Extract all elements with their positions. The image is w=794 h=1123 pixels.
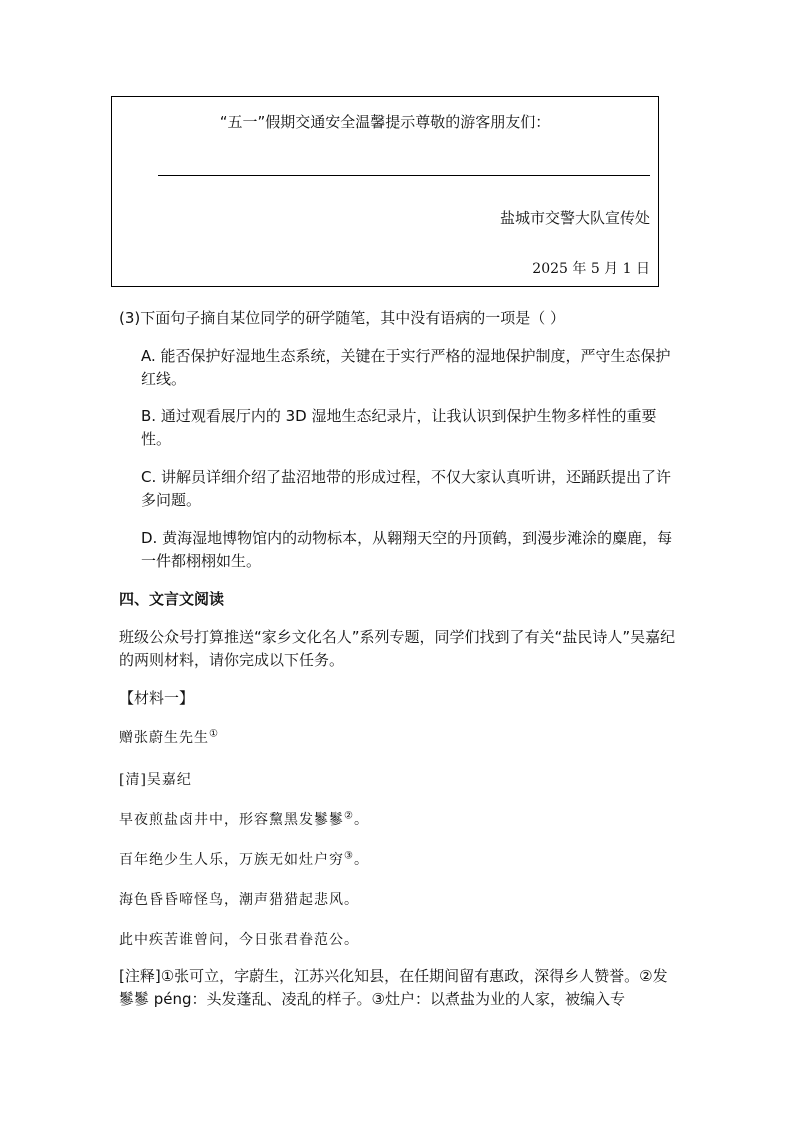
option-c: C. 讲解员详细介绍了盐沼地带的形成过程，不仅大家认真听讲，还踊跃提出了许多问题。: [141, 468, 672, 509]
poem-line: [119, 809, 679, 829]
option-a: A. 能否保护好湿地生态系统，关键在于实行严格的湿地保护制度，严守生态保护红线。: [141, 347, 671, 388]
notice-signature: 盐城市交警大队宣传处: [499, 209, 650, 227]
option-b: B. 通过观看展厅内的 3D 湿地生态纪录片，让我认识到保护生物多样性的重要性。: [141, 407, 657, 448]
note-marker: ①: [209, 728, 219, 740]
poem-author: [清]吴嘉纪: [119, 772, 192, 788]
note-marker: ②: [344, 810, 354, 822]
section-intro: 班级公众号打算推送“家乡文化名人”系列专题，同学们找到了有关“盐民诗人”吴嘉纪的两则材料，请你完成以下任务。: [119, 628, 676, 669]
poem-title-text: 赠张蔚生先生: [119, 730, 209, 746]
poem-line-end: 。: [353, 812, 369, 828]
notice-title: “五一”假期交通安全温馨提示尊敬的游客朋友们：: [219, 113, 551, 131]
notice-box: [111, 96, 659, 287]
notice-date: 2025 年 5 月 1 日: [532, 261, 650, 277]
annotation: [注释]①张可立，字蔚生，江苏兴化知县，在任期间留有惠政，深得乡人赞誉。②发鬖鬖 péng：头发蓬乱、凌乱的样子。③灶户：以煮盐为业的人家，被编入专: [119, 967, 668, 1008]
answer-line: [158, 175, 650, 176]
poem-line-text: 百年绝少生人乐，万族无如灶户穷: [119, 852, 344, 868]
material-label: 【材料一】: [119, 689, 195, 707]
poem-line: [119, 849, 679, 869]
poem-line-end: 。: [353, 852, 369, 868]
option-d: D. 黄海湿地博物馆内的动物标本，从翱翔天空的丹顶鹤，到漫步滩涂的麋鹿，每一件都栩栩如生。: [141, 529, 673, 570]
section-heading: 四、文言文阅读: [119, 590, 225, 608]
poem-line: 此中疾苦谁曾问，今日张君眷范公。: [119, 932, 359, 948]
poem-line-text: 早夜煎盐卤井中，形容黧黑发鬖鬖: [119, 812, 344, 828]
note-marker: ③: [344, 850, 354, 862]
poem-line: 海色昏昏啼怪鸟，潮声猎猎起悲风。: [119, 892, 359, 908]
question-stem: (3)下面句子摘自某位同学的研学随笔，其中没有语病的一项是（ ）: [119, 309, 566, 327]
poem-title: [119, 727, 679, 747]
